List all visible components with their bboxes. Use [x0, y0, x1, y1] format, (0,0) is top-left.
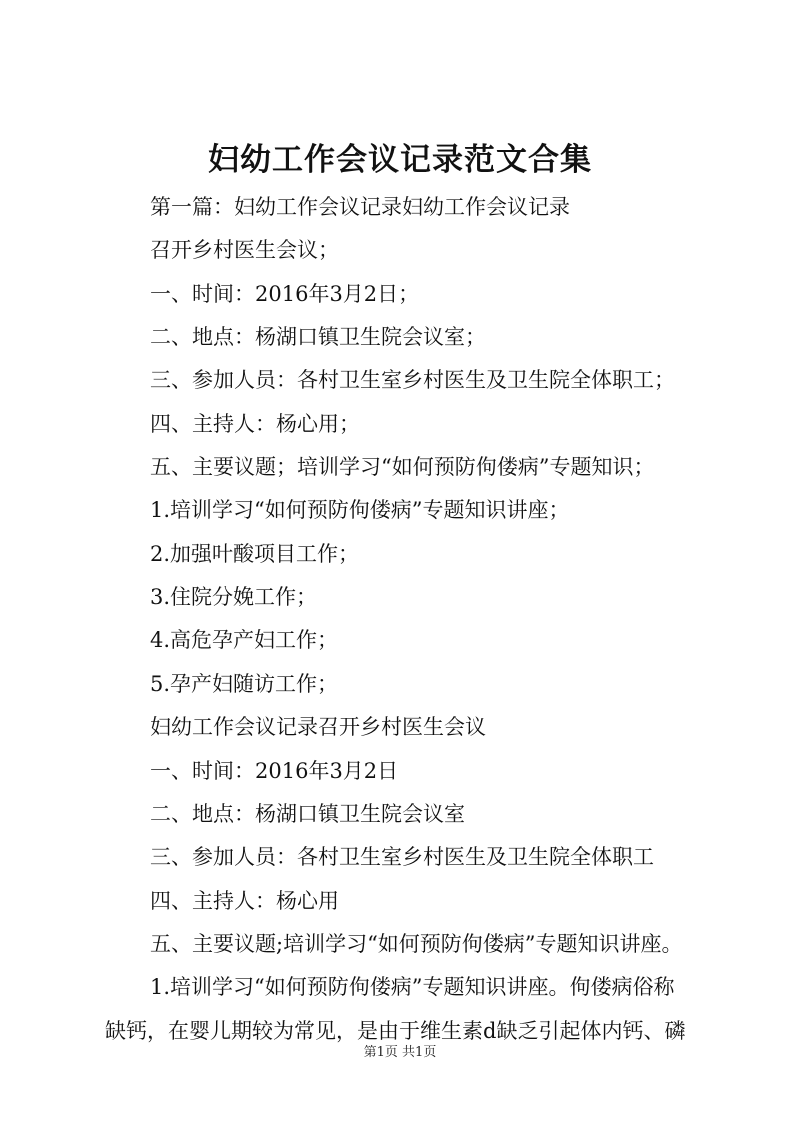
paragraph-line: 3.住院分娩工作； — [150, 585, 318, 609]
paragraph-line: 三、参加人员：各村卫生室乡村医生及卫生院全体职工 — [150, 845, 654, 869]
paragraph-line: 第一篇：妇幼工作会议记录妇幼工作会议记录 — [150, 195, 570, 219]
paragraph-line: 2.加强叶酸项目工作； — [150, 542, 360, 566]
paragraph-line: 二、地点：杨湖口镇卫生院会议室； — [150, 325, 486, 349]
paragraph-line: 1.培训学习“如何预防佝偻病”专题知识讲座； — [150, 498, 570, 522]
page-number: 第1页 共1页 — [363, 1045, 437, 1060]
paragraph-line: 5.孕产妇随访工作； — [150, 672, 339, 696]
paragraph-line: 召开乡村医生会议； — [150, 238, 339, 262]
paragraph-line: 4.高危孕产妇工作； — [150, 628, 339, 652]
paragraph-line: 缺钙，在婴儿期较为常见，是由于维生素d缺乏引起体内钙、磷 — [105, 1019, 686, 1043]
paragraph-line: 妇幼工作会议记录召开乡村医生会议 — [150, 715, 486, 739]
paragraph-line: 1.培训学习“如何预防佝偻病”专题知识讲座。佝偻病俗称 — [150, 975, 675, 999]
document-title: 妇幼工作会议记录范文合集 — [208, 142, 592, 178]
paragraph-line: 四、主持人：杨心用 — [150, 889, 339, 913]
paragraph-line: 五、主要议题;培训学习“如何预防佝偻病”专题知识讲座。 — [150, 932, 683, 956]
paragraph-line: 三、参加人员：各村卫生室乡村医生及卫生院全体职工； — [150, 368, 675, 392]
paragraph-line: 一、时间：2016年3月2日； — [150, 282, 420, 306]
paragraph-line: 一、时间：2016年3月2日 — [150, 759, 399, 783]
paragraph-line: 二、地点：杨湖口镇卫生院会议室 — [150, 802, 465, 826]
paragraph-line: 四、主持人：杨心用； — [150, 412, 360, 436]
paragraph-line: 五、主要议题；培训学习“如何预防佝偻病”专题知识； — [150, 455, 655, 479]
